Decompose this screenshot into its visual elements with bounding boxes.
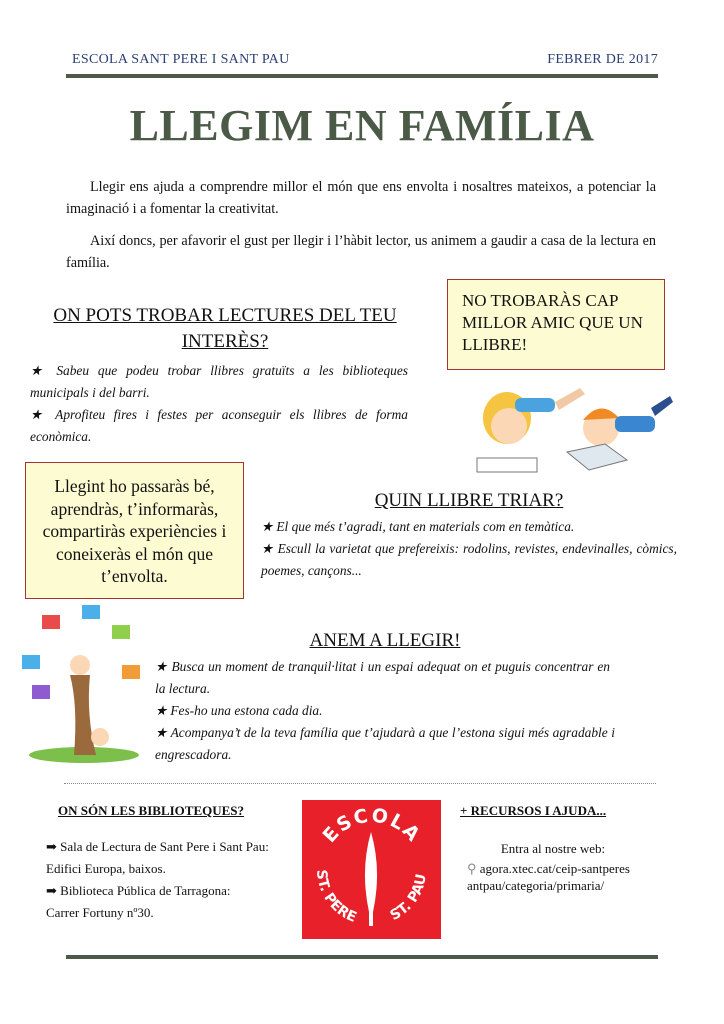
read-item-3: ★ Acompanya’t de la teva família que t’ajudarà a que l’estona sigui més agradable i engrescadora. bbox=[155, 725, 615, 762]
section-heading-find: ON POTS TROBAR LECTURES DEL TEU INTERÈS? bbox=[53, 305, 397, 352]
website-link[interactable] bbox=[467, 860, 632, 894]
quote-box-friend: NO TROBARÀS CAP MILLOR AMIC QUE UN LLIBRE! bbox=[447, 279, 665, 370]
link-icon: ⚲ bbox=[467, 861, 477, 876]
section-heading-choose: QUIN LLIBRE TRIAR? bbox=[374, 490, 564, 511]
website-url[interactable]: agora.xtec.cat/ceip-santperesantpau/categoria/primaria/ bbox=[467, 861, 630, 893]
book-tree-illustration bbox=[12, 605, 152, 765]
libraries-heading: ON SÓN LES BIBLIOTEQUES? bbox=[58, 803, 245, 818]
kids-reading-illustration bbox=[455, 378, 675, 478]
logo-text-left: ST. PERE bbox=[313, 869, 359, 926]
section-heading-read: ANEM A LLEGIR! bbox=[309, 630, 461, 651]
find-item-2: ★ Aprofiteu fires i festes per aconseguir els llibres de forma econòmica. bbox=[30, 407, 408, 444]
bottom-rule bbox=[66, 955, 658, 959]
resources-heading: + RECURSOS I AJUDA... bbox=[460, 803, 607, 818]
school-name: ESCOLA SANT PERE I SANT PAU bbox=[72, 52, 290, 67]
find-item-1: ★ Sabeu que podeu trobar llibres gratuïts a les biblioteques municipals i del barri. bbox=[30, 363, 408, 400]
page-title: LLEGIM EN FAMÍLIA bbox=[129, 101, 595, 150]
library-line: Edifici Europa, baixos. bbox=[46, 861, 166, 876]
read-item-1: ★ Busca un moment de tranquil·litat i un espai adequat on et puguis concentrar en la lectura. bbox=[155, 659, 610, 696]
logo-text-top: ESCOLA bbox=[318, 804, 426, 847]
resources-intro: Entra al nostre web: bbox=[500, 841, 606, 856]
school-logo bbox=[302, 800, 441, 939]
library-line: ➡ Biblioteca Pública de Tarragona: bbox=[46, 883, 231, 898]
issue-date: FEBRER DE 2017 bbox=[547, 52, 658, 67]
top-rule bbox=[66, 74, 658, 78]
intro-paragraph-2: Així doncs, per afavorir el gust per llegir i l’hàbit lector, us animem a gaudir a casa de la lectura en família. bbox=[66, 233, 656, 271]
choose-item-1: ★ El que més t’agradi, tant en materials com en temàtica. bbox=[261, 519, 575, 534]
dotted-divider bbox=[64, 783, 656, 784]
libraries-list bbox=[46, 836, 296, 924]
read-item-2: ★ Fes-ho una estona cada dia. bbox=[155, 703, 323, 718]
logo-text-right: ST. PAU bbox=[387, 872, 430, 925]
choose-item-2: ★ Escull la varietat que prefereixis: rodolins, revistes, endevinalles, còmics, poemes, cançons... bbox=[261, 541, 677, 578]
quote-box-benefits: Llegint ho passaràs bé, aprendràs, t’informaràs, compartiràs experiències i coneixeràs el món que t’envolta. bbox=[25, 462, 244, 599]
library-line: ➡ Sala de Lectura de Sant Pere i Sant Pau: bbox=[46, 839, 269, 854]
intro-paragraph-1: Llegir ens ajuda a comprendre millor el món que ens envolta i nosaltres mateixos, a potenciar la imaginació i a fomentar la creativitat. bbox=[66, 179, 656, 217]
library-line: Carrer Fortuny nº30. bbox=[46, 905, 154, 920]
